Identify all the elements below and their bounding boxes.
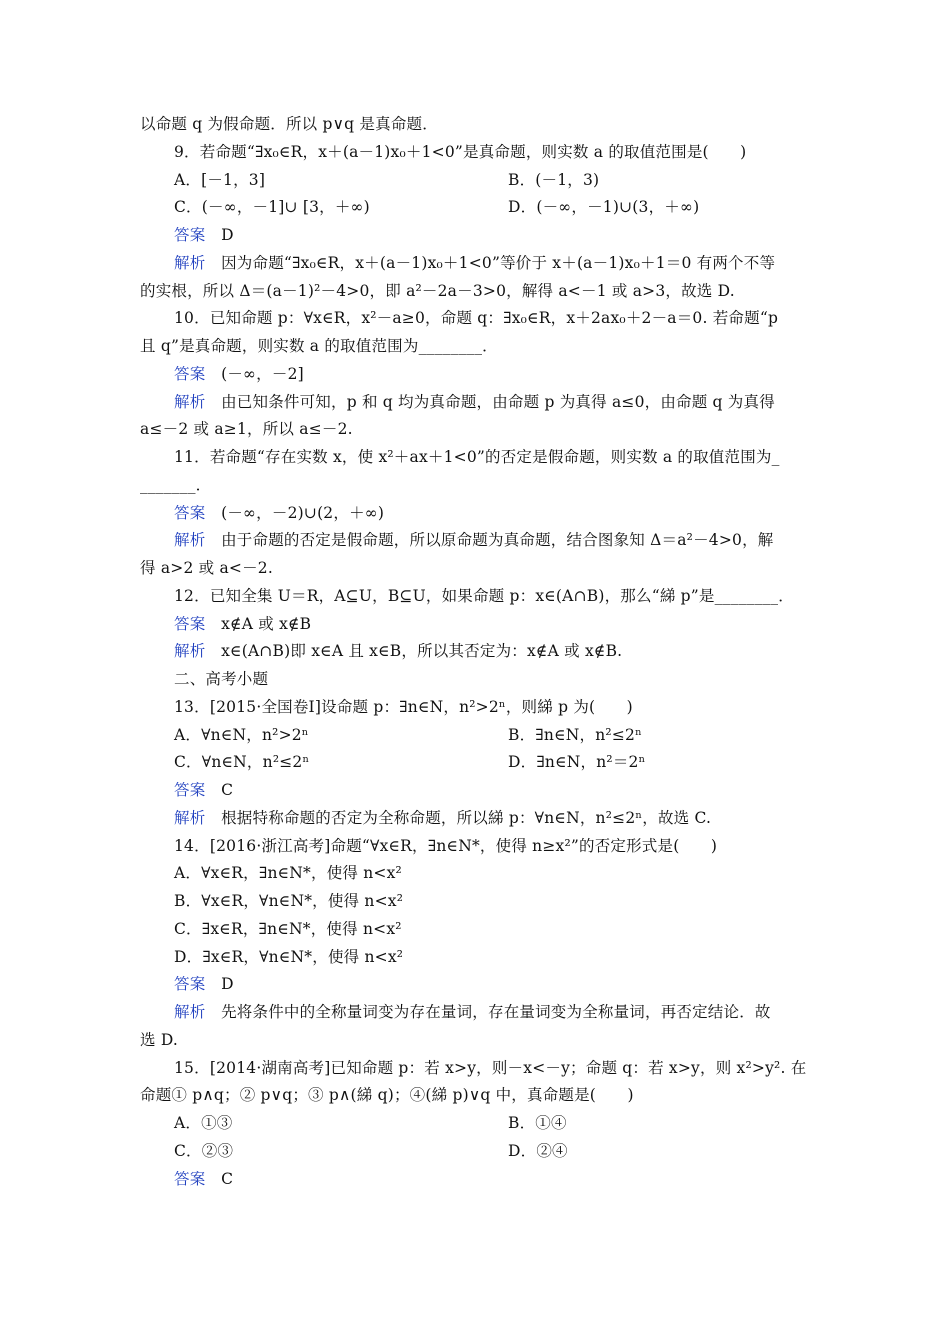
line-text: D．∃n∈N，n²＝2ⁿ bbox=[508, 753, 646, 771]
answer-label: 答案 bbox=[174, 365, 206, 383]
answer-label: 答案 bbox=[174, 781, 206, 799]
text-line bbox=[140, 419, 353, 439]
text-line bbox=[174, 974, 234, 994]
text-line bbox=[508, 1113, 567, 1133]
answer-label: 答案 bbox=[174, 226, 206, 244]
text-line bbox=[174, 1058, 806, 1078]
line-text: a≤－2 或 a≥1，所以 a≤－2. bbox=[140, 420, 353, 438]
line-text: 15．[2014·湖南高考]已知命题 p：若 x>y，则－x<－y；命题 q：若 x>y，则 x²>y². 在 bbox=[174, 1059, 807, 1077]
text-line bbox=[174, 225, 234, 245]
answer-label: 答案 bbox=[174, 1170, 206, 1188]
text-line bbox=[174, 697, 633, 717]
analysis-label: 解析 bbox=[174, 531, 206, 549]
text-line bbox=[174, 392, 775, 412]
line-text: C．∃x∈R，∃n∈N*，使得 n<x² bbox=[174, 920, 402, 938]
line-text: B．(－1，3) bbox=[508, 171, 600, 189]
line-body: x∉A 或 x∉B bbox=[221, 615, 312, 633]
line-text: D．∃x∈R，∀n∈N*，使得 n<x² bbox=[174, 948, 404, 966]
line-text: B．∀x∈R，∀n∈N*，使得 n<x² bbox=[174, 892, 404, 910]
text-line bbox=[174, 503, 384, 523]
line-text: C．(－∞，－1]∪ [3，＋∞) bbox=[174, 198, 370, 216]
text-line bbox=[174, 1141, 233, 1161]
text-line bbox=[174, 919, 402, 939]
line-text: 12．已知全集 U＝R，A⊆U，B⊆U，如果命题 p：x∈(A∩B)，那么“綈 p”是________． bbox=[174, 587, 794, 605]
text-line bbox=[174, 364, 304, 384]
text-line bbox=[174, 170, 265, 190]
text-line bbox=[174, 808, 711, 828]
line-text: D．(－∞，－1)∪(3，＋∞) bbox=[508, 198, 700, 216]
line-text: 得 a>2 或 a<－2. bbox=[140, 559, 273, 577]
text-line bbox=[174, 614, 311, 634]
line-text: C．②③ bbox=[174, 1142, 234, 1160]
text-line bbox=[140, 281, 735, 301]
line-text: 的实根，所以 Δ＝(a－1)²－4>0，即 a²－2a－3>0，解得 a<－1 或 a>3，故选 D. bbox=[140, 282, 735, 300]
text-line bbox=[174, 1169, 233, 1189]
text-line bbox=[508, 725, 642, 745]
text-line bbox=[508, 197, 699, 217]
analysis-label: 解析 bbox=[174, 393, 206, 411]
line-text: 命题① p∧q；② p∨q；③ p∧(綈 q)；④(綈 p)∨q 中，真命题是( ) bbox=[140, 1086, 634, 1104]
text-line bbox=[508, 1141, 568, 1161]
line-body: C bbox=[221, 781, 234, 799]
text-line bbox=[174, 947, 403, 967]
line-text: 11．若命题“存在实数 x，使 x²＋ax＋1<0”的否定是假命题，则实数 a 的取值范围为_ bbox=[174, 448, 780, 466]
line-text: 9．若命题“∃x₀∈R，x＋(a－1)x₀＋1<0”是真命题，则实数 a 的取值范围是( ) bbox=[174, 143, 747, 161]
analysis-label: 解析 bbox=[174, 642, 206, 660]
text-line bbox=[174, 197, 370, 217]
answer-label: 答案 bbox=[174, 504, 206, 522]
line-text: A．[－1，3] bbox=[174, 171, 266, 189]
line-body: (－∞，－2)∪(2，＋∞) bbox=[221, 504, 385, 522]
line-text: 且 q”是真命题，则实数 a 的取值范围为________． bbox=[140, 337, 498, 355]
text-line bbox=[174, 142, 746, 162]
line-text: 选 D. bbox=[140, 1031, 179, 1049]
line-text: 13．[2015·全国卷Ⅰ]设命题 p：∃n∈N，n²>2ⁿ，则綈 p 为( ) bbox=[174, 698, 633, 716]
analysis-label: 解析 bbox=[174, 809, 206, 827]
text-line bbox=[174, 752, 309, 772]
line-text: A．①③ bbox=[174, 1114, 233, 1132]
line-text: _______． bbox=[140, 476, 212, 494]
answer-label: 答案 bbox=[174, 615, 206, 633]
analysis-label: 解析 bbox=[174, 254, 206, 272]
text-line bbox=[140, 475, 211, 495]
line-text: B．∃n∈N，n²≤2ⁿ bbox=[508, 726, 642, 744]
text-line bbox=[174, 863, 402, 883]
line-body: (－∞，－2] bbox=[221, 365, 304, 383]
text-line bbox=[174, 836, 717, 856]
line-body: 根据特称命题的否定为全称命题，所以綈 p：∀n∈N，n²≤2ⁿ，故选 C. bbox=[221, 809, 712, 827]
line-text: C．∀n∈N，n²≤2ⁿ bbox=[174, 753, 310, 771]
text-line bbox=[508, 170, 599, 190]
line-text: 10．已知命题 p：∀x∈R，x²－a≥0，命题 q：∃x₀∈R，x＋2ax₀＋2－a＝0. 若命题“p bbox=[174, 309, 779, 327]
text-line bbox=[174, 586, 794, 606]
line-text: 二、高考小题 bbox=[174, 670, 269, 688]
text-line bbox=[140, 114, 438, 134]
text-line bbox=[174, 891, 403, 911]
text-line bbox=[140, 558, 273, 578]
text-line bbox=[174, 308, 778, 328]
line-text: D．②④ bbox=[508, 1142, 568, 1160]
line-body: x∈(A∩B)即 x∈A 且 x∈B，所以其否定为：x∉A 或 x∉B. bbox=[221, 642, 623, 660]
text-line bbox=[174, 725, 309, 745]
text-line bbox=[174, 669, 268, 689]
line-body: D bbox=[221, 226, 234, 244]
analysis-label: 解析 bbox=[174, 1003, 206, 1021]
line-text: 以命题 q 为假命题．所以 p∨q 是真命题． bbox=[140, 115, 438, 133]
text-line bbox=[140, 336, 498, 356]
line-body: 由于命题的否定是假命题，所以原命题为真命题，结合图象知 Δ＝a²－4>0，解 bbox=[221, 531, 774, 549]
line-text: 14．[2016·浙江高考]命题“∀x∈R，∃n∈N*，使得 n≥x²”的否定形式是( ) bbox=[174, 837, 718, 855]
line-text: B．①④ bbox=[508, 1114, 567, 1132]
text-line bbox=[174, 1002, 771, 1022]
line-body: 因为命题“∃x₀∈R，x＋(a－1)x₀＋1<0”等价于 x＋(a－1)x₀＋1＝0 有两个不等 bbox=[221, 254, 776, 272]
text-line bbox=[174, 780, 233, 800]
line-body: D bbox=[221, 975, 234, 993]
answer-label: 答案 bbox=[174, 975, 206, 993]
line-text: A．∀x∈R，∃n∈N*，使得 n<x² bbox=[174, 864, 402, 882]
text-line bbox=[508, 752, 646, 772]
line-body: 由已知条件可知，p 和 q 均为真命题，由命题 p 为真得 a≤0，由命题 q 为真得 bbox=[221, 393, 775, 411]
text-line bbox=[140, 1030, 178, 1050]
text-line bbox=[174, 641, 622, 661]
text-line bbox=[174, 530, 774, 550]
line-text: A．∀n∈N，n²>2ⁿ bbox=[174, 726, 309, 744]
line-body: C bbox=[221, 1170, 234, 1188]
text-line bbox=[140, 1085, 634, 1105]
line-body: 先将条件中的全称量词变为存在量词，存在量词变为全称量词，再否定结论．故 bbox=[221, 1003, 771, 1021]
text-line bbox=[174, 253, 775, 273]
text-line bbox=[174, 447, 780, 467]
text-line bbox=[174, 1113, 233, 1133]
